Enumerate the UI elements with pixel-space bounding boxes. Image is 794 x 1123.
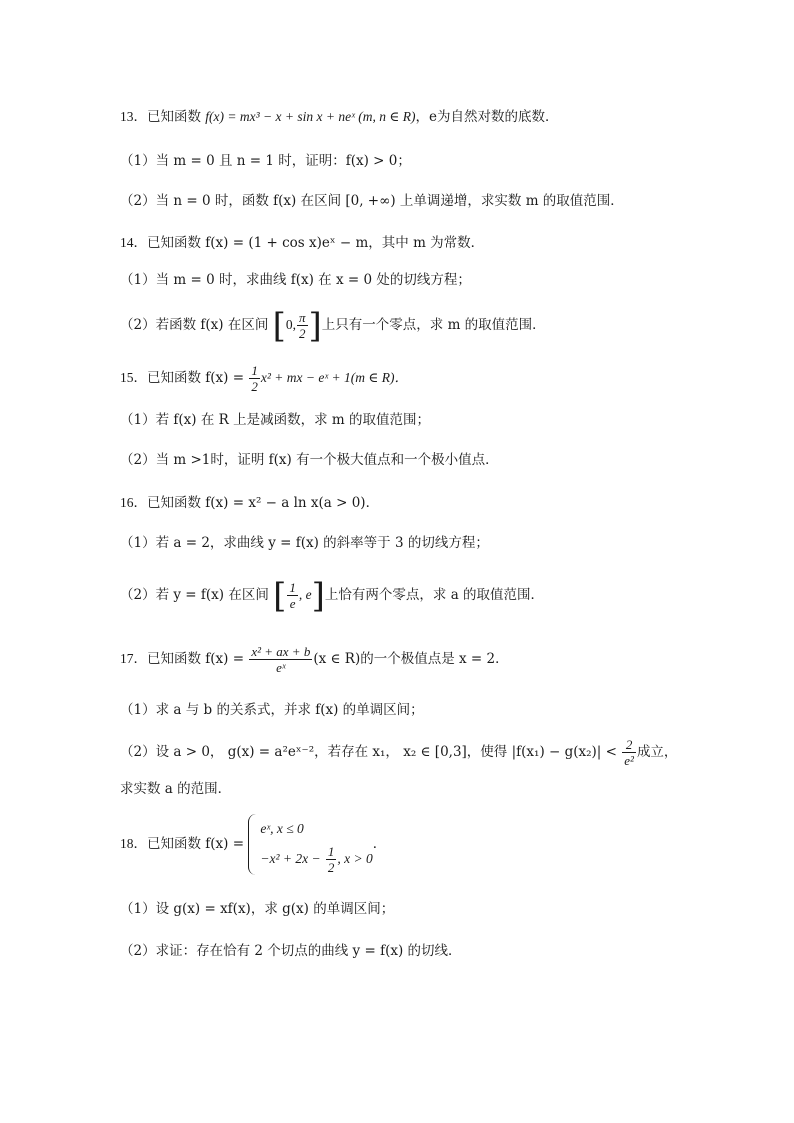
half-fraction bbox=[249, 363, 260, 394]
stem-text: 已知函数 f(x) = (1 + cos x)eˣ − m，其中 m 为常数． bbox=[147, 235, 485, 251]
problem-number: 16． bbox=[120, 495, 147, 510]
part-text: 当 n = 0 时，函数 f(x) 在区间 [0, +∞) 上单调递增，求实数 m 的取值范围． bbox=[155, 193, 624, 209]
formula: f(x) = mx³ − x + sin x + neˣ (m, n ∈ R) bbox=[205, 109, 416, 124]
fraction-numerator: 2 bbox=[622, 737, 636, 753]
part-text-after: 成立， bbox=[636, 744, 678, 760]
pi-over-two-fraction bbox=[297, 310, 308, 341]
fraction-denominator: e bbox=[289, 596, 296, 611]
part-text: 若 f(x) 在 R 上是减函数，求 m 的取值范围； bbox=[155, 412, 430, 428]
stem-prefix: 已知函数 bbox=[147, 109, 201, 125]
right-bracket: ] bbox=[311, 575, 325, 616]
fraction-numerator: π bbox=[299, 310, 306, 325]
part-text: 当 m = 0 且 n = 1 时，证明：f(x) > 0； bbox=[155, 153, 411, 169]
part-label: （1） bbox=[120, 901, 156, 917]
stem-suffix: ，e为自然对数的底数． bbox=[415, 109, 559, 125]
one-over-e-fraction bbox=[287, 580, 298, 611]
problem-number: 14． bbox=[120, 235, 147, 250]
problem-15-part-1 bbox=[120, 409, 430, 431]
part-text: 当 m = 0 时，求曲线 f(x) 在 x = 0 处的切线方程； bbox=[155, 272, 471, 288]
half-fraction bbox=[326, 844, 337, 875]
left-bracket: [ bbox=[272, 305, 286, 346]
part-text-after: 上恰有两个零点，求 a 的取值范围． bbox=[324, 587, 545, 603]
stem-suffix: ． bbox=[372, 836, 387, 852]
problem-14-part-2 bbox=[120, 305, 546, 345]
fraction-numerator: 1 bbox=[327, 844, 335, 859]
problem-15-stem bbox=[120, 360, 408, 396]
part-label: （2） bbox=[120, 452, 156, 468]
part-text-before: 若函数 f(x) 在区间 bbox=[155, 317, 269, 333]
problem-18-part-2 bbox=[120, 940, 462, 962]
part-text-before: 若 y = f(x) 在区间 bbox=[155, 587, 269, 603]
interval-left: 0, bbox=[285, 317, 297, 332]
problem-13-stem bbox=[120, 106, 559, 128]
problem-number: 15． bbox=[120, 370, 147, 385]
problem-13-part-2 bbox=[120, 190, 624, 212]
part-label: （2） bbox=[120, 744, 156, 760]
stem-prefix: 已知函数 f(x) = bbox=[147, 836, 245, 852]
fraction-denominator: 2 bbox=[299, 326, 306, 341]
part-label: （2） bbox=[120, 943, 156, 959]
problem-18-stem bbox=[120, 814, 386, 875]
fraction-numerator: 1 bbox=[251, 363, 258, 378]
stem-text: 已知函数 f(x) = x² − a ln x(a > 0)． bbox=[147, 495, 380, 511]
part-label: （1） bbox=[120, 412, 156, 428]
stem-prefix: 已知函数 f(x) = bbox=[147, 651, 245, 667]
fraction-numerator: x² + ax + b bbox=[251, 644, 311, 659]
stem-suffix: (x ∈ R)的一个极值点是 x = 2． bbox=[313, 651, 509, 667]
problem-16-stem bbox=[120, 492, 379, 514]
part-text: 若 a = 2，求曲线 y = f(x) 的斜率等于 3 的切线方程； bbox=[155, 535, 489, 551]
case-2 bbox=[260, 844, 372, 875]
problem-14-stem bbox=[120, 232, 484, 254]
part-label: （1） bbox=[120, 272, 156, 288]
problem-number: 17． bbox=[120, 651, 147, 666]
problem-number: 18． bbox=[120, 836, 147, 851]
rational-fraction bbox=[249, 644, 312, 675]
bound-fraction bbox=[622, 737, 636, 768]
part-text-after: 上只有一个零点，求 m 的取值范围． bbox=[321, 317, 546, 333]
problem-16-part-2 bbox=[120, 575, 544, 615]
problem-16-part-1 bbox=[120, 532, 489, 554]
fraction-denominator: eˣ bbox=[276, 660, 286, 675]
problem-number: 13． bbox=[120, 109, 147, 124]
part-label: （2） bbox=[120, 193, 156, 209]
stem-prefix: 已知函数 f(x) = bbox=[147, 370, 245, 386]
fraction-numerator: 1 bbox=[289, 580, 296, 595]
problem-17-part-1 bbox=[120, 699, 424, 721]
case-2-before: −x² + 2x − bbox=[260, 851, 321, 866]
fraction-denominator: e² bbox=[624, 753, 634, 768]
part-label: （2） bbox=[120, 587, 156, 603]
problem-17-stem bbox=[120, 640, 509, 678]
fraction-denominator: 2 bbox=[327, 860, 335, 875]
part-text: 求证：存在恰有 2 个切点的曲线 y = f(x) 的切线． bbox=[155, 943, 462, 959]
piecewise-definition bbox=[248, 814, 372, 875]
part-label: （1） bbox=[120, 153, 156, 169]
problem-18-part-1 bbox=[120, 898, 394, 920]
part-text: 当 m >1时，证明 f(x) 有一个极大值点和一个极小值点． bbox=[155, 452, 499, 468]
right-bracket: ] bbox=[308, 305, 322, 346]
problem-13-part-1 bbox=[120, 150, 411, 172]
part-text-continued: 求实数 a 的范围． bbox=[120, 781, 232, 797]
problem-17-part-2-continued bbox=[120, 778, 231, 800]
fraction-denominator: 2 bbox=[251, 379, 258, 394]
problem-14-part-1 bbox=[120, 269, 471, 291]
left-bracket: [ bbox=[273, 575, 287, 616]
part-text-before: 设 a > 0， g(x) = a²eˣ⁻²，若存在 x₁， x₂ ∈ [0,3]，使得 |f(x₁) − g(x₂)| < bbox=[155, 744, 617, 760]
part-text: 求 a 与 b 的关系式，并求 f(x) 的单调区间； bbox=[155, 702, 424, 718]
left-brace bbox=[248, 814, 258, 875]
part-label: （1） bbox=[120, 535, 156, 551]
interval-right: , e bbox=[298, 587, 312, 602]
case-2-after: , x > 0 bbox=[337, 851, 373, 866]
case-1: eˣ, x ≤ 0 bbox=[260, 821, 304, 836]
stem-suffix: x² + mx − eˣ + 1(m ∈ R)． bbox=[260, 370, 408, 385]
part-text: 设 g(x) = xf(x)，求 g(x) 的单调区间； bbox=[155, 901, 395, 917]
problem-15-part-2 bbox=[120, 449, 499, 471]
part-label: （2） bbox=[120, 317, 156, 333]
part-label: （1） bbox=[120, 702, 156, 718]
problem-17-part-2 bbox=[120, 733, 677, 771]
